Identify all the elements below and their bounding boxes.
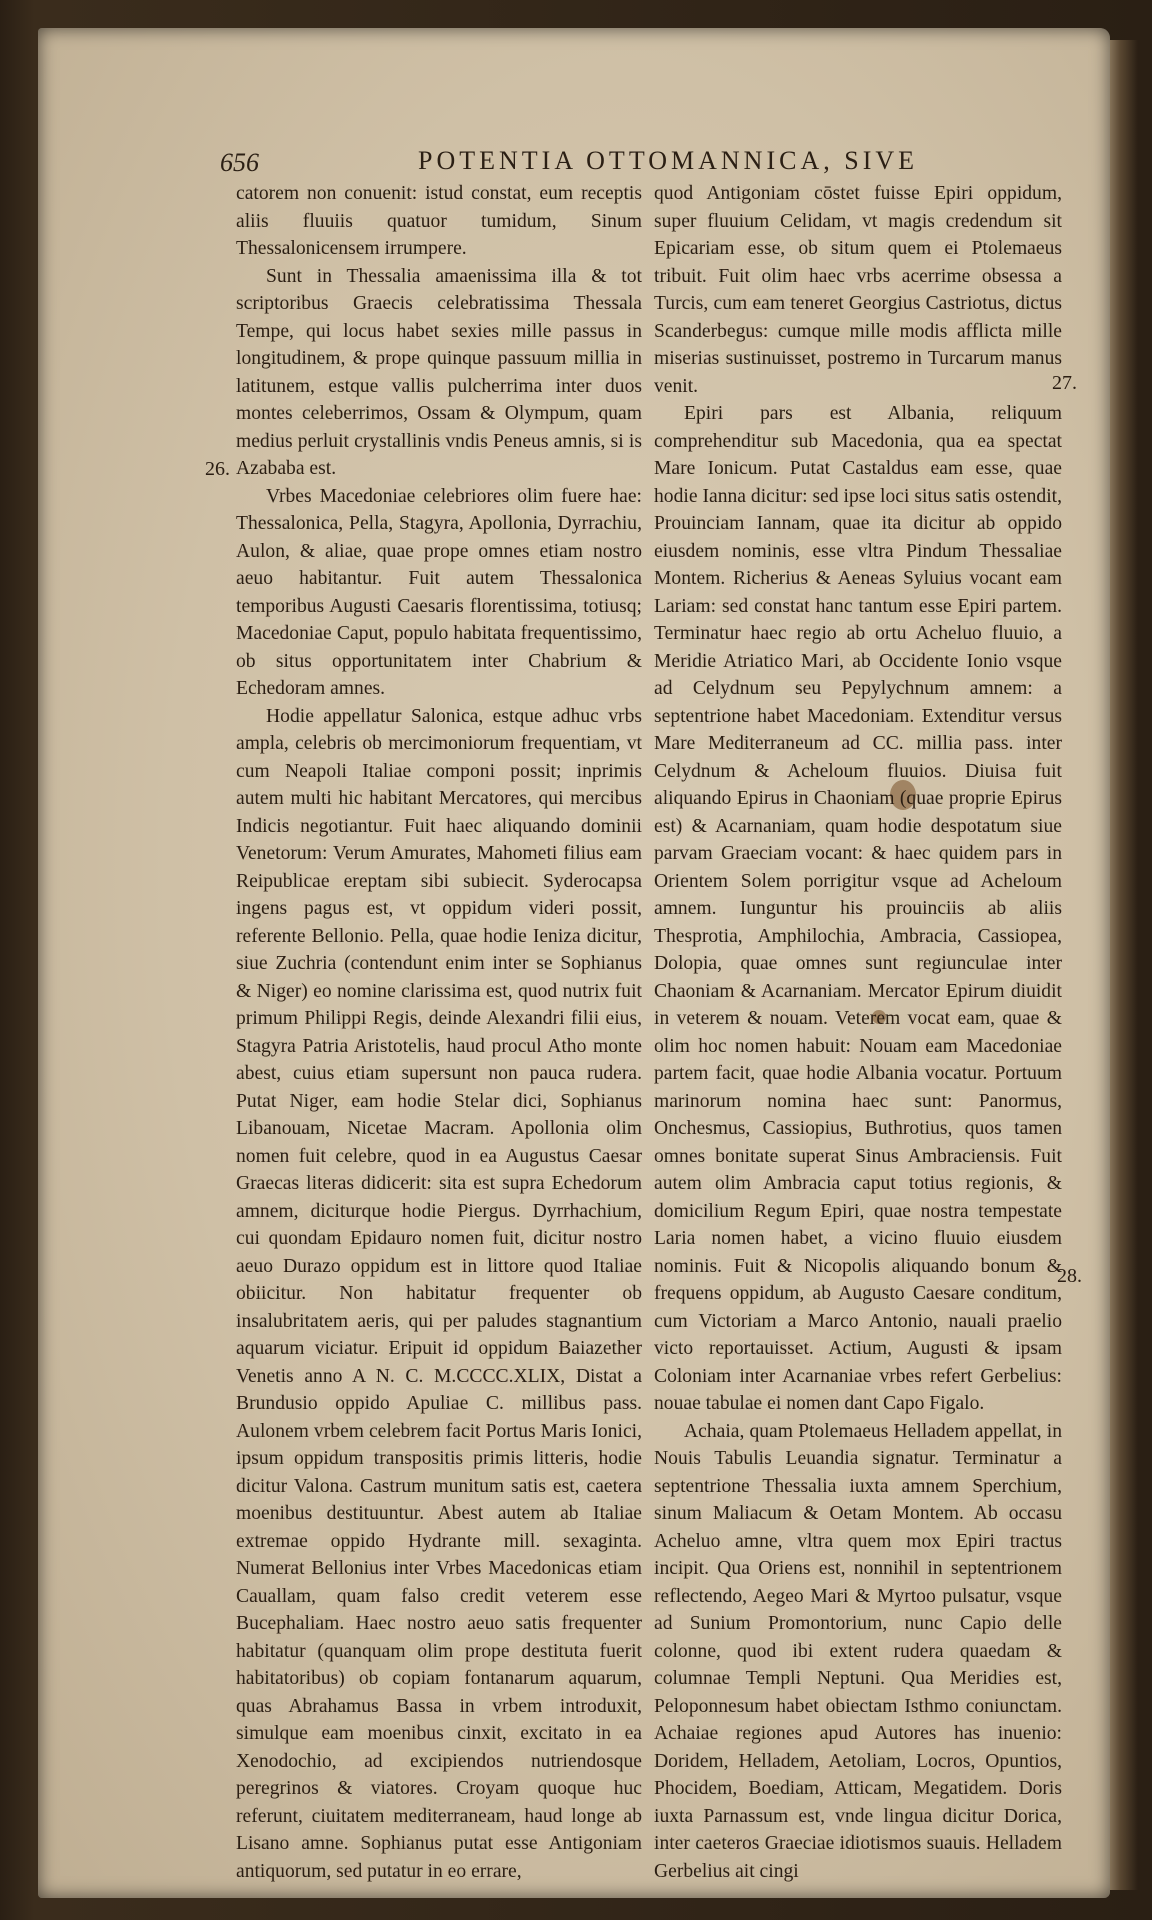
margin-note: 26.	[205, 458, 230, 480]
paragraph: Vrbes Macedoniae celebriores olim fuere hae: Thessalonica, Pella, Stagyra, Apollonia, Dyrrachiu, Aulon, & aliae, quae prope omnes etiam nostro aeuo habitantur. Fuit autem Thessalonica temporibus Augusti Caesaris florentissima, totiusq; Macedoniae Caput, populo habitata frequentissimo, ob situs opportunitatem inter Chabrium & Echedoram amnes.	[236, 485, 642, 699]
paragraph: quod Antigoniam cōstet fuisse Epiri oppidum, super fluuium Celidam, vt magis credendum sit Epicariam esse, ob situm quem ei Ptolemaeus tribuit. Fuit olim haec vrbs acerrime obsessa a Turcis, cum eam teneret Georgius Castriotus, dictus Scanderbegus: cumque mille modis afflicta mille miserias sustinuisset, postremo in Turcarum manus venit.	[654, 183, 1062, 397]
paragraph: Hodie appellatur Salonica, estque adhuc vrbs ampla, celebris ob mercimoniorum frequentiam, vt cum Neapoli Italiae componi possit; inprimis autem multi hic habitant Mercatores, qui mercibus Indicis negotiantur. Fuit haec aliquando dominii Venetorum: Verum Amurates, Mahometi filius eam Reipublicae ereptam sibi subiecit. Syderocapsa ingens pagus est, vt oppidum videri possit, referente Bellonio. Pella, quae hodie Ieniza dicitur, siue Zuchria (contendunt enim inter se Sophianus & Niger) eo nomine clarissima est, quod nutrix fuit primum Philippi Regis, deinde Alexandri filii eius, Stagyra Patria Aristotelis, haud procul Atho monte abest, cuius etiam supersunt non pauca rudera. Putat Niger, eam hodie Stelar dici, Sophianus Libanouam, Nicetae Macram. Apollonia olim nomen fuit celebre, quod in ea Augustus Caesar Graecas literas didicerit: sita est supra Echedorum amnem, diciturque hodie Piergus. Dyrrhachium, cui quondam Epidauro nomen fuit, dicitur nostro aeuo Durazo oppidum est in littore quod Italiae obiicitur. Non habitatur frequenter ob insalubritatem aeris, qui per paludes stagnantium aquarum viciatur. Eripuit id oppidum Baiazether Venetis anno A N. C. M.CCCC.XLIX, Distat a Brundusio oppido Apuliae C. millibus pass. Aulonem vrbem celebrem facit Portus Maris Ionici, ipsum oppidum transpositis primis litteris, hodie dicitur Valona. Castrum munitum satis est, caetera moenibus destituuntur. Abest autem ab Italiae extremae oppido Hydrante mill. sexaginta. Numerat Bellonius inter Vrbes Macedonicas etiam Cauallam, quam falso credit veterem esse Bucephaliam. Haec nostro aeuo satis frequenter habitatur (quanquam olim prope destituta fuerit habitatoribus) ob copiam fontanarum aquarum, quas Abrahamus Bassa in vrbem introduxit, simulque eam moenibus cinxit, excitato in ea Xenodochio, ad excipiendos nutriendosque peregrinos & viatores. Croyam quoque huc referunt, ciuitatem mediterraneam, haud longe ab Lisano amne. Sophianus putat esse Antigoniam antiquorum, sed putatur in eo errare,	[236, 705, 642, 1882]
running-head: POTENTIA OTTOMANNICA, SIVE	[418, 146, 919, 175]
right-column	[654, 180, 1062, 1885]
page-number: 656	[220, 148, 259, 177]
paragraph: Sunt in Thessalia amaenissima illa & tot scriptoribus Graecis celebratissima Thessala Tempe, qui locus habet sexies mille passus in longitudinem, & prope quinque passuum millia in latitunem, estque vallis pulcherrima inter duos montes celeberrimos, Ossam & Olympum, quam medius perluit crystallinis vndis Peneus amnis, si is Azababa est.	[236, 265, 642, 479]
margin-note: 27.	[1052, 372, 1077, 394]
paragraph: Epiri pars est Albania, reliquum comprehenditur sub Macedonia, qua ea spectat Mare Ionicum. Putat Castaldus eam esse, quae hodie Ianna dicitur: sed ipse loci situs satis ostendit, Prouinciam Iannam, quae ita dicitur ab oppido eiusdem nominis, esse vltra Pindum Thessaliae Montem. Richerius & Aeneas Syluius vocant eam Lariam: sed constat hanc tantum esse Epiri partem. Terminatur haec regio ab ortu Acheluo fluuio, a Meridie Atriatico Mari, ab Occidente Ionio vsque ad Celydnum seu Pepylychnum amnem: a septentrione habet Macedoniam. Extenditur versus Mare Mediterraneum ad CC. millia pass. inter Celydnum & Acheloum fluuios. Diuisa fuit aliquando Epirus in Chaoniam (quae proprie Epirus est) & Acarnaniam, quam hodie despotatum siue parvam Graeciam vocant: & haec quidem pars in Orientem Solem porrigitur vsque ad Acheloum amnem. Iunguntur his prouinciis ab aliis Thesprotia, Amphilochia, Ambracia, Cassiopea, Dolopia, quae omnes sunt regiunculae inter Chaoniam & Acarnaniam. Mercator Epirum diuidit in veterem & nouam. Veterem vocat eam, quae & olim hoc nomen habuit: Nouam eam Macedoniae partem facit, quae hodie Albania vocatur. Portuum marinorum nomina haec sunt: Panormus, Onchesmus, Cassiopius, Buthrotius, quos tamen omnes bonitate superat Sinus Ambraciensis. Fuit autem olim Ambracia caput totius regionis, & domicilium Regum Epiri, quae nostra tempestate Laria nomen habet, a vicino fluuio eiusdem nominis. Fuit & Nicopolis aliquando bonum & frequens oppidum, ab Augusto Caesare conditum, cum Victoriam a Marco Antonio, nauali praelio victo reportauisset. Actium, Augusti & ipsam Coloniam inter Acarnaniae vrbes refert Gerbelius: nouae tabulae ei nomen dant Capo Figalo.	[654, 403, 1062, 1414]
left-column	[236, 180, 642, 1885]
margin-note: 28.	[1057, 1265, 1082, 1287]
paragraph: Achaia, quam Ptolemaeus Helladem appellat, in Nouis Tabulis Leuandia signatur. Terminatur a septentrione Thessalia iuxta amnem Sperchium, sinum Maliacum & Oetam Montem. Ab occasu Acheluo amne, vltra quem mox Epiri tractus incipit. Qua Oriens est, nonnihil in septentrionem reflectendo, Aegeo Mari & Myrtoo pulsatur, vsque ad Sunium Promontorium, nunc Capio delle colonne, quod ibi extent rudera quaedam & columnae Templi Neptuni. Qua Meridies est, Peloponnesum habet obiectam Isthmo coniunctam. Achaiae regiones apud Autores has inuenio: Doridem, Helladem, Aetoliam, Locros, Opuntios, Phocidem, Boediam, Atticam, Megatidem. Doris iuxta Parnassum est, vnde lingua dicitur Dorica, inter caeteros Graeciae idiotismos suauis. Helladem Gerbelius ait cingi	[654, 1420, 1062, 1882]
book-fore-edge	[1108, 40, 1138, 1890]
paragraph: catorem non conuenit: istud constat, eum receptis aliis fluuiis quatuor tumidum, Sinum Thessalonicensem irrumpere.	[236, 183, 642, 259]
